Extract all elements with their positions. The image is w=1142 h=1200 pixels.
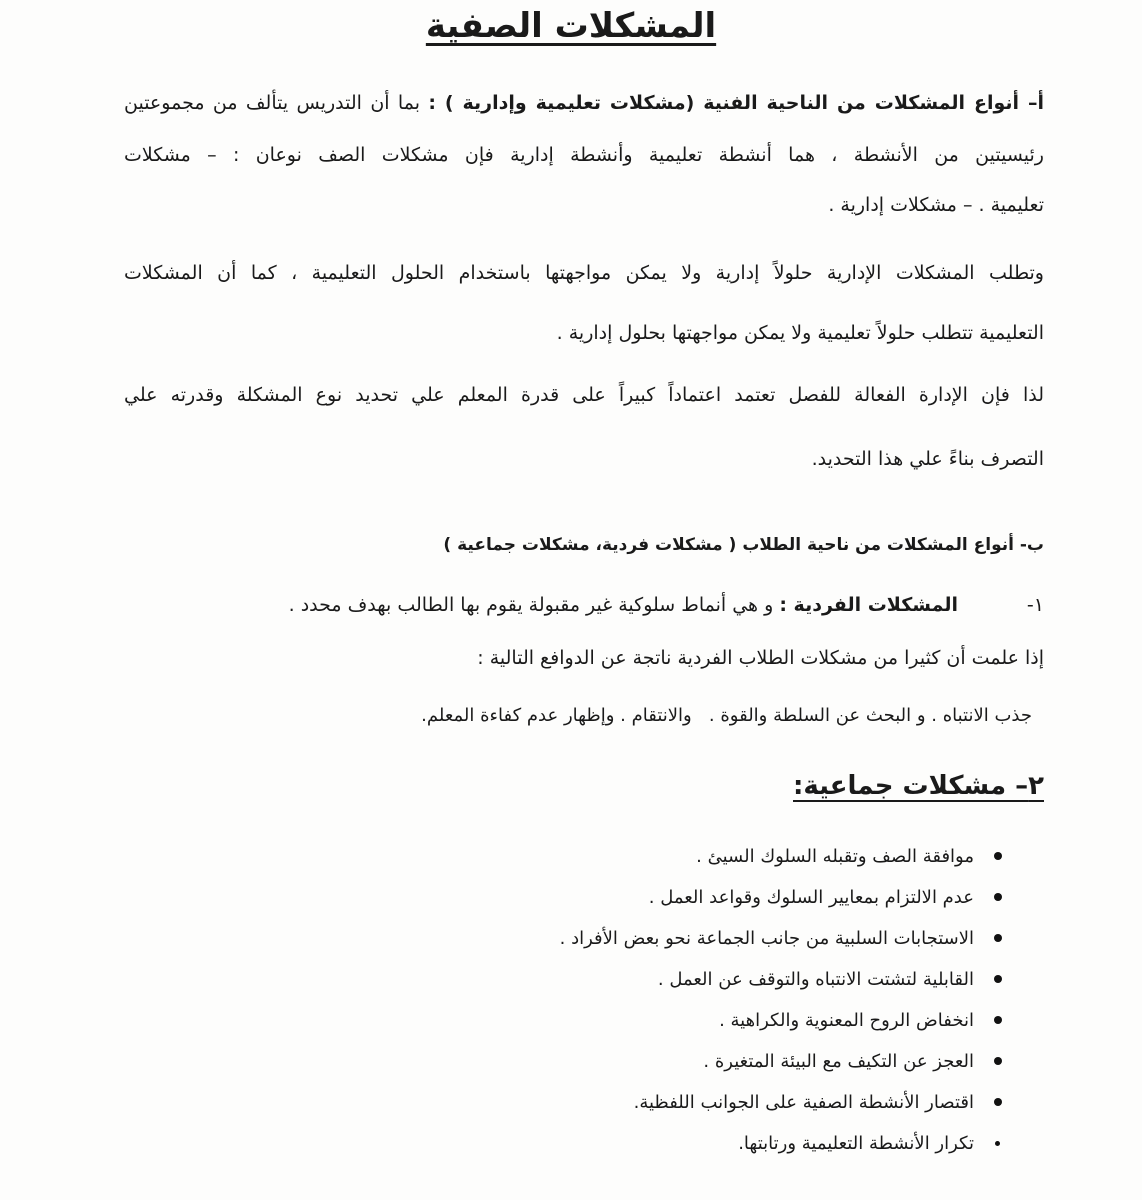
list-item-text: عدم الالتزام بمعايير السلوك وقواعد العمل . xyxy=(648,887,974,908)
list-item xyxy=(560,836,1002,877)
list-item xyxy=(560,877,1002,918)
list-item-text: اقتصار الأنشطة الصفية على الجوانب اللفظية. xyxy=(633,1092,974,1113)
section-2-title: ٢– مشكلات جماعية: xyxy=(793,771,1044,801)
page-title-text: المشكلات الصفية xyxy=(425,6,717,46)
item-1-line xyxy=(289,590,958,620)
section-a-paragraph-2-line-1: وتطلب المشكلات الإدارية حلولاً إدارية ولا يمكن مواجهتها باستخدام الحلول التعليمية ، كما أن المشكلات xyxy=(124,262,1044,284)
bullet-icon xyxy=(994,1016,1002,1024)
bullet-icon xyxy=(994,1098,1002,1106)
section-a-heading: أ– أنواع المشكلات من الناحية الفنية (مشكلات تعليمية وإدارية ) : xyxy=(428,92,1044,114)
section-a-paragraph-3-line-2: التصرف بناءً علي هذا التحديد. xyxy=(811,448,1044,470)
page-title xyxy=(0,4,1142,48)
bullet-icon xyxy=(994,893,1002,901)
list-item-text: انخفاض الروح المعنوية والكراهية . xyxy=(719,1010,974,1031)
list-item-text: الاستجابات السلبية من جانب الجماعة نحو بعض الأفراد . xyxy=(559,928,974,949)
list-item xyxy=(560,1123,1002,1164)
list-item xyxy=(560,959,1002,1000)
motives-list: جذب الانتباه . و البحث عن السلطة والقوة . والانتقام . وإظهار عدم كفاءة المعلم. xyxy=(421,705,1032,726)
list-item-text: موافقة الصف وتقبله السلوك السيئ . xyxy=(696,846,974,867)
section-a-line-1 xyxy=(124,88,1044,118)
section-b-heading: ب- أنواع المشكلات من ناحية الطلاب ( مشكلات فردية، مشكلات جماعية ) xyxy=(443,535,1044,555)
bullet-icon xyxy=(995,1141,1000,1146)
list-item-text: العجز عن التكيف مع البيئة المتغيرة . xyxy=(703,1051,974,1072)
list-item xyxy=(560,1000,1002,1041)
bullet-icon xyxy=(994,975,1002,983)
list-item xyxy=(560,918,1002,959)
list-item xyxy=(560,1082,1002,1123)
bullet-icon xyxy=(994,1057,1002,1065)
section-a-line-1-rest: بما أن التدريس يتألف من مجموعتين xyxy=(124,92,429,114)
group-problems-list xyxy=(560,836,1002,1164)
section-a-paragraph-2-line-2: التعليمية تتطلب حلولاً تعليمية ولا يمكن مواجهتها بحلول إدارية . xyxy=(556,322,1044,344)
section-a-line-3: تعليمية . – مشكلات إدارية . xyxy=(828,194,1044,216)
bullet-icon xyxy=(994,852,1002,860)
motives-intro: إذا علمت أن كثيرا من مشكلات الطلاب الفردية ناتجة عن الدوافع التالية : xyxy=(477,647,1044,669)
item-1-label: المشكلات الفردية : xyxy=(779,594,958,616)
section-a-line-2: رئيسيتين من الأنشطة ، هما أنشطة تعليمية وأنشطة إدارية فإن مشكلات الصف نوعان : – مشكلات xyxy=(124,144,1044,166)
list-item-text: القابلية لتشتت الانتباه والتوقف عن العمل . xyxy=(657,969,974,990)
list-item xyxy=(560,1041,1002,1082)
item-1-text: و هي أنماط سلوكية غير مقبولة يقوم بها الطالب بهدف محدد . xyxy=(288,594,780,616)
section-a-paragraph-3-line-1: لذا فإن الإدارة الفعالة للفصل تعتمد اعتماداً كبيراً على قدرة المعلم علي تحديد نوع المشكلة وقدرته علي xyxy=(124,384,1044,406)
list-item-text: تكرار الأنشطة التعليمية ورتابتها. xyxy=(738,1133,974,1154)
bullet-icon xyxy=(994,934,1002,942)
item-1-number: ١- xyxy=(1026,594,1044,616)
